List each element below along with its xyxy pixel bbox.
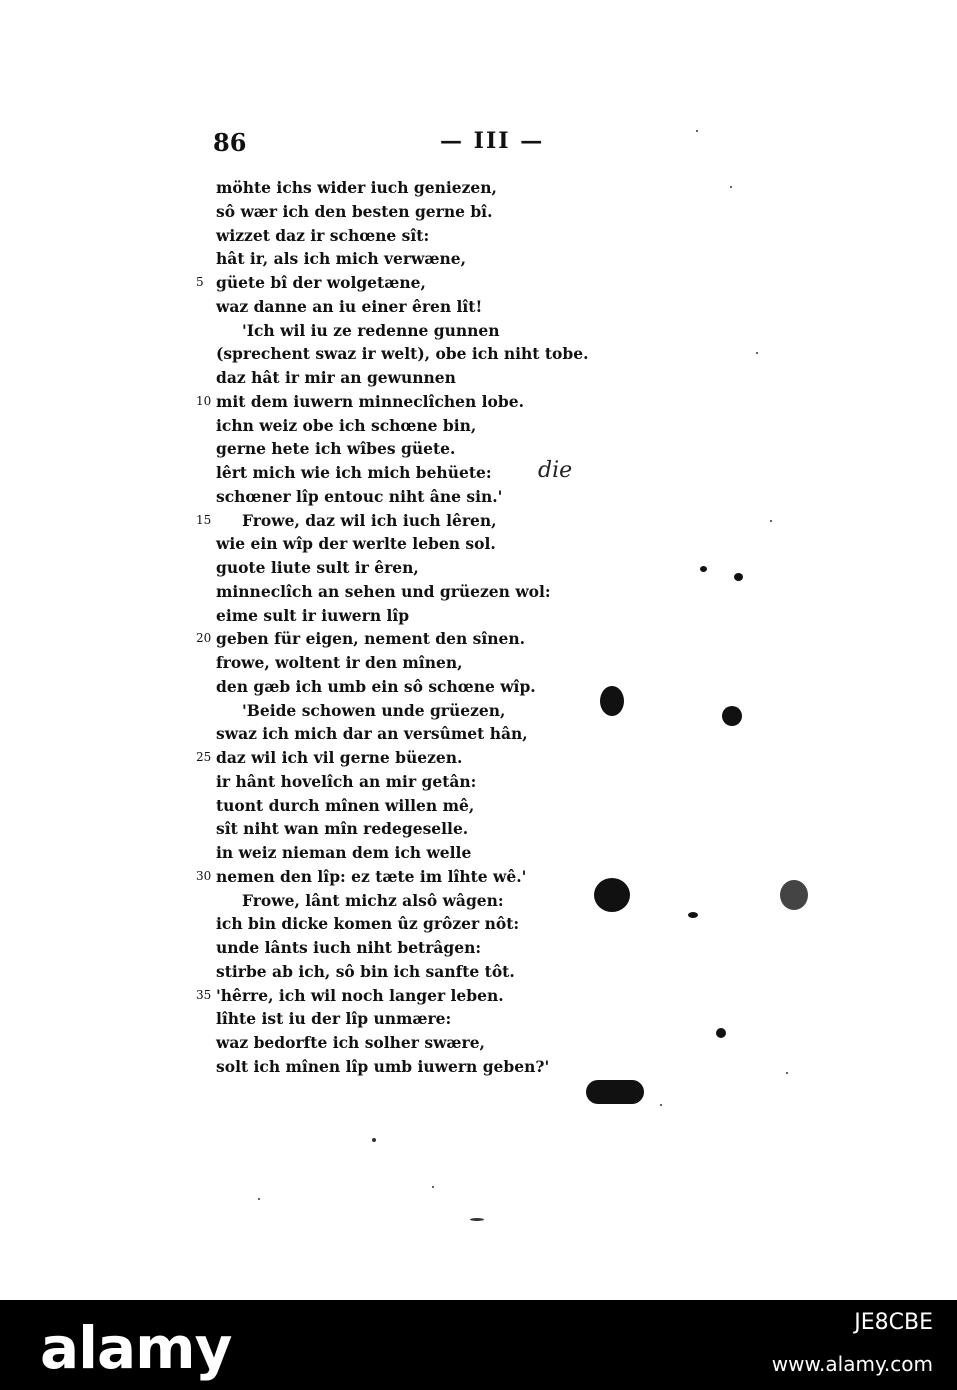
line-number: 25 [196, 750, 212, 764]
line-text: ir hânt hovelîch an mir getân: [216, 771, 477, 791]
poem-line [216, 319, 716, 343]
ink-blot [594, 878, 630, 912]
line-text: waz bedorfte ich solher swære, [216, 1033, 485, 1052]
line-text: mit dem iuwern minneclîchen lobe. [216, 391, 524, 411]
line-text: den gæb ich umb ein sô schœne wîp. [216, 676, 536, 696]
poem-line [216, 532, 716, 556]
line-text: in weiz nieman dem ich welle [216, 843, 472, 862]
poem-line [216, 1055, 716, 1079]
line-number: 10 [196, 393, 212, 408]
line-number: 35 [196, 987, 212, 1002]
poem-line [216, 1031, 716, 1055]
line-text: 'Ich wil iu ze redenne gunnen [242, 320, 500, 340]
scan-speck [730, 186, 732, 188]
scan-speck [786, 1072, 788, 1074]
poem-line [216, 817, 716, 841]
poem-line [196, 509, 716, 533]
line-text: ichn weiz obe ich schœne bin, [216, 415, 477, 435]
poem-text [196, 176, 716, 1079]
ink-blot [700, 566, 707, 572]
line-text: tuont durch mînen willen mê, [216, 795, 475, 815]
line-text: waz danne an iu einer êren lît! [216, 296, 483, 316]
poem-line [216, 247, 716, 271]
line-text: minneclîch an sehen und grüezen wol: [216, 581, 551, 601]
site-url: www.alamy.com [771, 1352, 933, 1376]
poem-line [216, 437, 716, 461]
line-text: frowe, woltent ir den mînen, [216, 653, 463, 672]
line-text: solt ich mînen lîp umb iuwern geben?' [216, 1056, 550, 1076]
scan-speck [660, 1104, 662, 1106]
line-text: gerne hete ich wîbes güete. [216, 439, 456, 459]
poem-line [216, 580, 716, 604]
ink-blot [586, 1080, 644, 1104]
poem-line [216, 960, 716, 984]
line-text: daz hât ir mir an gewunnen [216, 368, 456, 387]
line-text: swaz ich mich dar an versûmet hân, [216, 724, 528, 744]
poem-line [196, 390, 716, 414]
poem-line [196, 746, 716, 770]
poem-line [216, 224, 716, 248]
line-text: 'Beide schowen unde grüezen, [242, 700, 506, 720]
image-id: JE8CBE [854, 1310, 933, 1335]
poem-line [216, 556, 716, 580]
scan-speck [258, 1198, 260, 1200]
line-text: guote liute sult ir êren, [216, 558, 419, 577]
line-text: eime sult ir iuwern lîp [216, 605, 410, 625]
page-header [0, 128, 957, 168]
page-number: 86 [213, 128, 247, 157]
line-number: 20 [196, 631, 212, 646]
line-text: hât ir, als ich mich verwæne, [216, 249, 467, 269]
line-text: wizzet daz ir schœne sît: [216, 225, 430, 245]
poem-line [216, 485, 716, 509]
poem-line [216, 651, 716, 675]
poem-line [216, 461, 716, 485]
poem-line [216, 770, 716, 794]
scan-speck [470, 1218, 484, 1221]
line-text: geben für eigen, nement den sînen. [216, 629, 526, 649]
line-number: 30 [196, 868, 212, 883]
poem-line [216, 794, 716, 818]
line-text: lîhte ist iu der lîp unmære: [216, 1009, 452, 1029]
poem-line [216, 295, 716, 319]
line-text: sô wær ich den besten gerne bî. [216, 201, 493, 221]
ink-blot [716, 1028, 726, 1038]
poem-line [196, 627, 716, 651]
line-text: 'hêrre, ich wil noch langer leben. [216, 985, 504, 1005]
poem-line [216, 699, 716, 723]
poem-line [216, 675, 716, 699]
line-text: möhte ichs wider iuch geniezen, [216, 178, 497, 197]
ink-blot [722, 706, 742, 726]
line-text: lêrt mich wie ich mich behüete: [216, 463, 492, 482]
line-text: Frowe, lânt michz alsô wâgen: [242, 890, 504, 910]
poem-line [216, 414, 716, 438]
line-text: güete bî der wolgetæne, [216, 273, 426, 292]
ink-blot [600, 686, 624, 716]
running-head: — III — [440, 128, 545, 154]
poem-line [196, 271, 716, 295]
scan-speck [770, 520, 772, 522]
line-text: stirbe ab ich, sô bin ich sanfte tôt. [216, 961, 515, 981]
line-text: wie ein wîp der werlte leben sol. [216, 534, 496, 554]
poem-line [216, 912, 716, 936]
line-text: Frowe, daz wil ich iuch lêren, [242, 510, 497, 530]
scan-speck [696, 130, 698, 132]
line-number: 15 [196, 512, 212, 527]
scan-speck [756, 352, 758, 354]
line-text: ich bin dicke komen ûz grôzer nôt: [216, 914, 520, 934]
line-text: nemen den lîp: ez tæte im lîhte wê.' [216, 866, 527, 886]
line-text: schœner lîp entouc niht âne sin.' [216, 486, 503, 506]
line-text: unde lânts iuch niht betrâgen: [216, 938, 482, 957]
line-number: 5 [196, 275, 204, 289]
poem-line [216, 366, 716, 390]
poem-line [216, 604, 716, 628]
ink-blot [688, 912, 698, 918]
line-text: daz wil ich vil gerne büezen. [216, 748, 463, 767]
poem-line [216, 936, 716, 960]
poem-line [196, 984, 716, 1008]
ink-blot [734, 573, 743, 581]
poem-line [216, 200, 716, 224]
poem-line [216, 722, 716, 746]
line-text: (sprechent swaz ir welt), obe ich niht tobe. [216, 344, 589, 364]
ink-blot [780, 880, 808, 910]
watermark-footer [0, 1300, 957, 1390]
poem-line [216, 889, 716, 913]
scan-speck [372, 1138, 376, 1142]
poem-line [196, 865, 716, 889]
poem-line [216, 342, 716, 366]
poem-line [216, 1007, 716, 1031]
handwritten-annotation: die [538, 458, 573, 483]
line-text: sît niht wan mîn redegeselle. [216, 819, 469, 839]
brand-logo: alamy [40, 1314, 232, 1382]
poem-line [216, 841, 716, 865]
scan-speck [432, 1186, 434, 1188]
poem-line [216, 176, 716, 200]
